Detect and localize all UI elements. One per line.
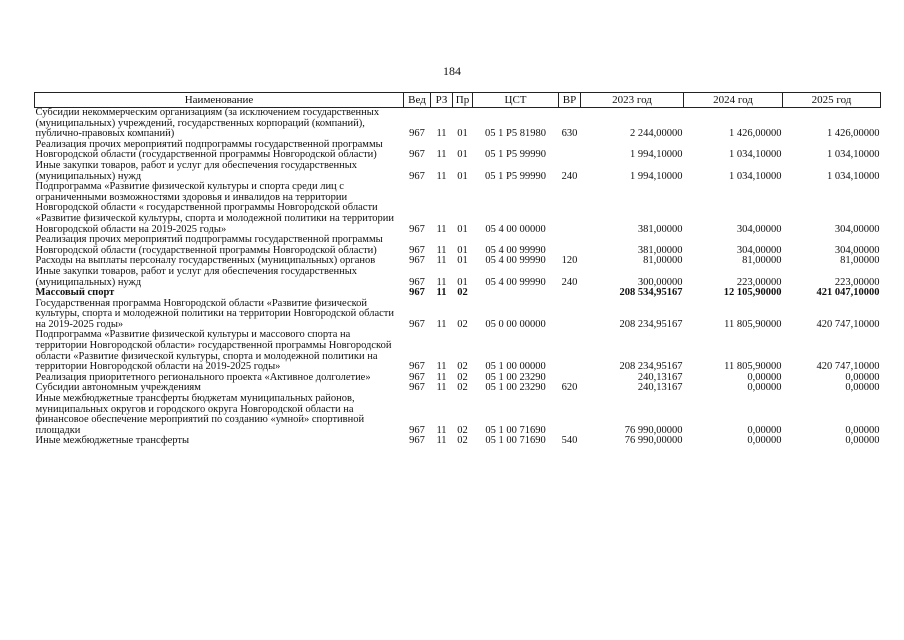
row-rz: 11 (436, 287, 447, 299)
row-pr: 02 (457, 361, 468, 373)
row-cst: 05 1 Р5 81980 (485, 128, 546, 140)
row-amount-2024: 12 105,90000 (723, 287, 782, 299)
row-amount-2025: 0,00000 (845, 382, 880, 394)
row-amount-2023: 81,00000 (643, 255, 683, 267)
row-pr: 01 (457, 149, 468, 161)
row-name: Реализация прочих мероприятий подпрограммы государственной программы Новгородской области (государственной программы Новгородской области) (35, 234, 383, 256)
row-cst: 05 1 00 23290 (485, 371, 546, 383)
row-amount-2024: 0,00000 (747, 382, 782, 394)
row-cst: 05 4 00 00000 (485, 223, 546, 235)
table-row (35, 182, 881, 235)
header-rz: РЗ (431, 93, 453, 108)
row-amount-2024: 0,00000 (747, 371, 782, 383)
row-ved: 967 (409, 382, 425, 394)
table-row (35, 267, 881, 288)
row-name: Иные межбюджетные трансферты бюджетам муниципальных районов, муниципальных округов и городского округа Новгородской области на финансовое обеспечение мероприятий по созданию «умной» спортивной площадки (35, 393, 365, 436)
row-rz: 11 (436, 170, 447, 182)
header-2024: 2024 год (684, 93, 783, 108)
row-rz: 11 (436, 318, 447, 330)
row-amount-2023: 240,13167 (637, 371, 683, 383)
table-row (35, 299, 881, 331)
row-cst (473, 288, 559, 299)
row-pr: 02 (457, 435, 468, 447)
row-name: Реализация прочих мероприятий подпрограммы государственной программы Новгородской области (государственной программы Новгородской области) (35, 138, 383, 161)
row-amount-2025: 81,00000 (840, 255, 880, 267)
row-amount-2024: 11 805,90000 (724, 361, 782, 373)
row-amount-2024: 0,00000 (747, 424, 782, 436)
row-amount-2025: 420 747,10000 (816, 318, 880, 330)
page-number: 184 (443, 64, 461, 78)
row-amount-2023: 208 534,95167 (619, 287, 683, 299)
row-cst: 05 4 00 99990 (485, 276, 546, 288)
row-rz: 11 (436, 424, 447, 436)
row-cst: 05 1 00 71690 (485, 435, 546, 447)
row-cst: 05 1 00 23290 (485, 382, 546, 394)
header-pr: Пр (453, 93, 473, 108)
row-rz: 11 (436, 149, 447, 161)
row-name: Иные закупки товаров, работ и услуг для обеспечения государственных (муниципальных) нужд (35, 265, 358, 288)
row-vr (559, 288, 581, 299)
row-vr (559, 394, 581, 436)
row-amount-2025: 0,00000 (845, 424, 880, 436)
row-amount-2024: 223,00000 (736, 276, 782, 288)
row-amount-2025: 0,00000 (845, 371, 880, 383)
table-header-row (35, 93, 881, 108)
row-cst: 05 1 00 71690 (485, 424, 546, 436)
row-amount-2025: 304,00000 (834, 244, 880, 256)
row-vr: 630 (561, 128, 578, 140)
row-ved: 967 (409, 128, 425, 140)
row-name: Субсидии некоммерческим организациям (за исключением государственных (муниципальных) учреждений, государственных корпораций (компаний), публично-правовых компаний) (35, 107, 380, 140)
row-vr (559, 140, 581, 161)
row-ved: 967 (409, 223, 425, 235)
row-cst: 05 0 00 00000 (485, 318, 546, 330)
row-ved: 967 (409, 318, 425, 330)
row-pr: 01 (457, 128, 468, 140)
row-rz: 11 (436, 435, 447, 447)
row-pr: 02 (457, 382, 468, 394)
row-pr: 02 (457, 424, 468, 436)
row-amount-2023: 76 990,00000 (624, 435, 683, 447)
row-cst: 05 1 Р5 99990 (485, 170, 546, 182)
row-name: Субсидии автономным учреждениям (35, 382, 201, 394)
row-pr: 02 (457, 318, 468, 330)
table-row (35, 235, 881, 256)
table-row (35, 330, 881, 372)
row-ved: 967 (409, 255, 425, 267)
row-amount-2023: 240,13167 (637, 382, 683, 394)
row-rz: 11 (436, 371, 447, 383)
row-pr: 01 (457, 223, 468, 235)
row-ved: 967 (409, 371, 425, 383)
row-vr: 620 (561, 382, 578, 394)
budget-table (34, 92, 881, 447)
row-rz: 11 (436, 223, 447, 235)
row-amount-2024: 11 805,90000 (724, 318, 782, 330)
row-vr (559, 299, 581, 331)
row-pr: 01 (457, 276, 468, 288)
row-amount-2024: 0,00000 (747, 435, 782, 447)
header-name: Наименование (35, 93, 404, 108)
row-name: Массовый спорт (35, 287, 115, 299)
row-amount-2025: 1 034,10000 (827, 149, 880, 161)
row-amount-2025: 0,00000 (845, 435, 880, 447)
table-row (35, 108, 881, 140)
row-vr (559, 235, 581, 256)
row-name: Подпрограмма «Развитие физической культуры и массового спорта на территории Новгородской области» государственной программы Новгородской области «Развитие физической культуры, спорта и молодежной политики на территории Новгородской области на 2019-2025 годы» (35, 329, 392, 373)
row-amount-2025: 421 047,10000 (816, 287, 880, 299)
row-amount-2023: 381,00000 (637, 244, 683, 256)
row-amount-2024: 1 426,00000 (729, 128, 782, 140)
row-amount-2024: 81,00000 (742, 255, 782, 267)
header-vr: ВР (559, 93, 581, 108)
row-cst: 05 1 Р5 99990 (485, 149, 546, 161)
row-pr: 01 (457, 170, 468, 182)
row-ved: 967 (409, 287, 425, 299)
header-2025: 2025 год (783, 93, 881, 108)
header-ved: Вед (404, 93, 431, 108)
row-name: Государственная программа Новгородской области «Развитие физической культуры, спорта и молодежной политики на территории Новгородской области на 2019-2025 годы» (35, 297, 395, 330)
row-amount-2023: 300,00000 (637, 276, 683, 288)
row-ved: 967 (409, 435, 425, 447)
row-name: Расходы на выплаты персоналу государственных (муниципальных) органов (35, 255, 376, 267)
row-vr (559, 182, 581, 235)
row-name: Подпрограмма «Развитие физической культуры и спорта среди лиц с ограниченными возможностями здоровья и инвалидов на территории Новгородской области « государственной программы Новгородской области «Развитие физической культуры, спорта и молодежной политики на территории Новгородской области на 2019-2025 годы» (35, 181, 395, 235)
row-ved: 967 (409, 424, 425, 436)
row-amount-2025: 1 034,10000 (827, 170, 880, 182)
row-ved: 967 (409, 276, 425, 288)
row-vr (559, 330, 581, 372)
row-rz: 11 (436, 244, 447, 256)
header-2023: 2023 год (581, 93, 684, 108)
header-cst: ЦСТ (473, 93, 559, 108)
row-amount-2023: 1 994,10000 (630, 149, 683, 161)
row-name: Иные межбюджетные трансферты (35, 435, 190, 447)
row-rz: 11 (436, 382, 447, 394)
row-amount-2023: 2 244,00000 (630, 128, 683, 140)
row-name: Реализация приоритетного регионального проекта «Активное долголетие» (35, 371, 371, 383)
row-cst: 05 1 00 00000 (485, 361, 546, 373)
row-ved: 967 (409, 149, 425, 161)
row-vr: 120 (561, 255, 578, 267)
row-amount-2023: 208 234,95167 (619, 361, 683, 373)
table-body (35, 108, 881, 448)
row-vr: 240 (561, 170, 578, 182)
row-pr: 02 (457, 371, 468, 383)
row-cst: 05 4 00 99990 (485, 244, 546, 256)
row-pr: 01 (457, 244, 468, 256)
row-amount-2025: 223,00000 (834, 276, 880, 288)
row-amount-2025: 1 426,00000 (827, 128, 880, 140)
table-row (35, 140, 881, 161)
row-rz: 11 (436, 361, 447, 373)
row-amount-2024: 1 034,10000 (729, 149, 782, 161)
row-amount-2024: 304,00000 (736, 223, 782, 235)
row-amount-2023: 381,00000 (637, 223, 683, 235)
row-amount-2024: 1 034,10000 (729, 170, 782, 182)
row-pr: 02 (457, 287, 468, 299)
row-ved: 967 (409, 244, 425, 256)
table-row (35, 436, 881, 447)
row-rz: 11 (436, 255, 447, 267)
row-vr: 540 (561, 435, 578, 447)
row-amount-2023: 1 994,10000 (630, 170, 683, 182)
table-row (35, 394, 881, 436)
row-amount-2023: 208 234,95167 (619, 318, 683, 330)
row-amount-2024: 304,00000 (736, 244, 782, 256)
row-rz: 11 (436, 276, 447, 288)
row-vr: 240 (561, 276, 578, 288)
row-name: Иные закупки товаров, работ и услуг для обеспечения государственных (муниципальных) нужд (35, 159, 358, 182)
row-ved: 967 (409, 361, 425, 373)
row-amount-2023: 76 990,00000 (624, 424, 683, 436)
row-pr: 01 (457, 255, 468, 267)
row-rz: 11 (436, 128, 447, 140)
row-ved: 967 (409, 170, 425, 182)
row-cst: 05 4 00 99990 (485, 255, 546, 267)
table-row (35, 161, 881, 182)
row-amount-2025: 304,00000 (834, 223, 880, 235)
row-amount-2025: 420 747,10000 (816, 361, 880, 373)
